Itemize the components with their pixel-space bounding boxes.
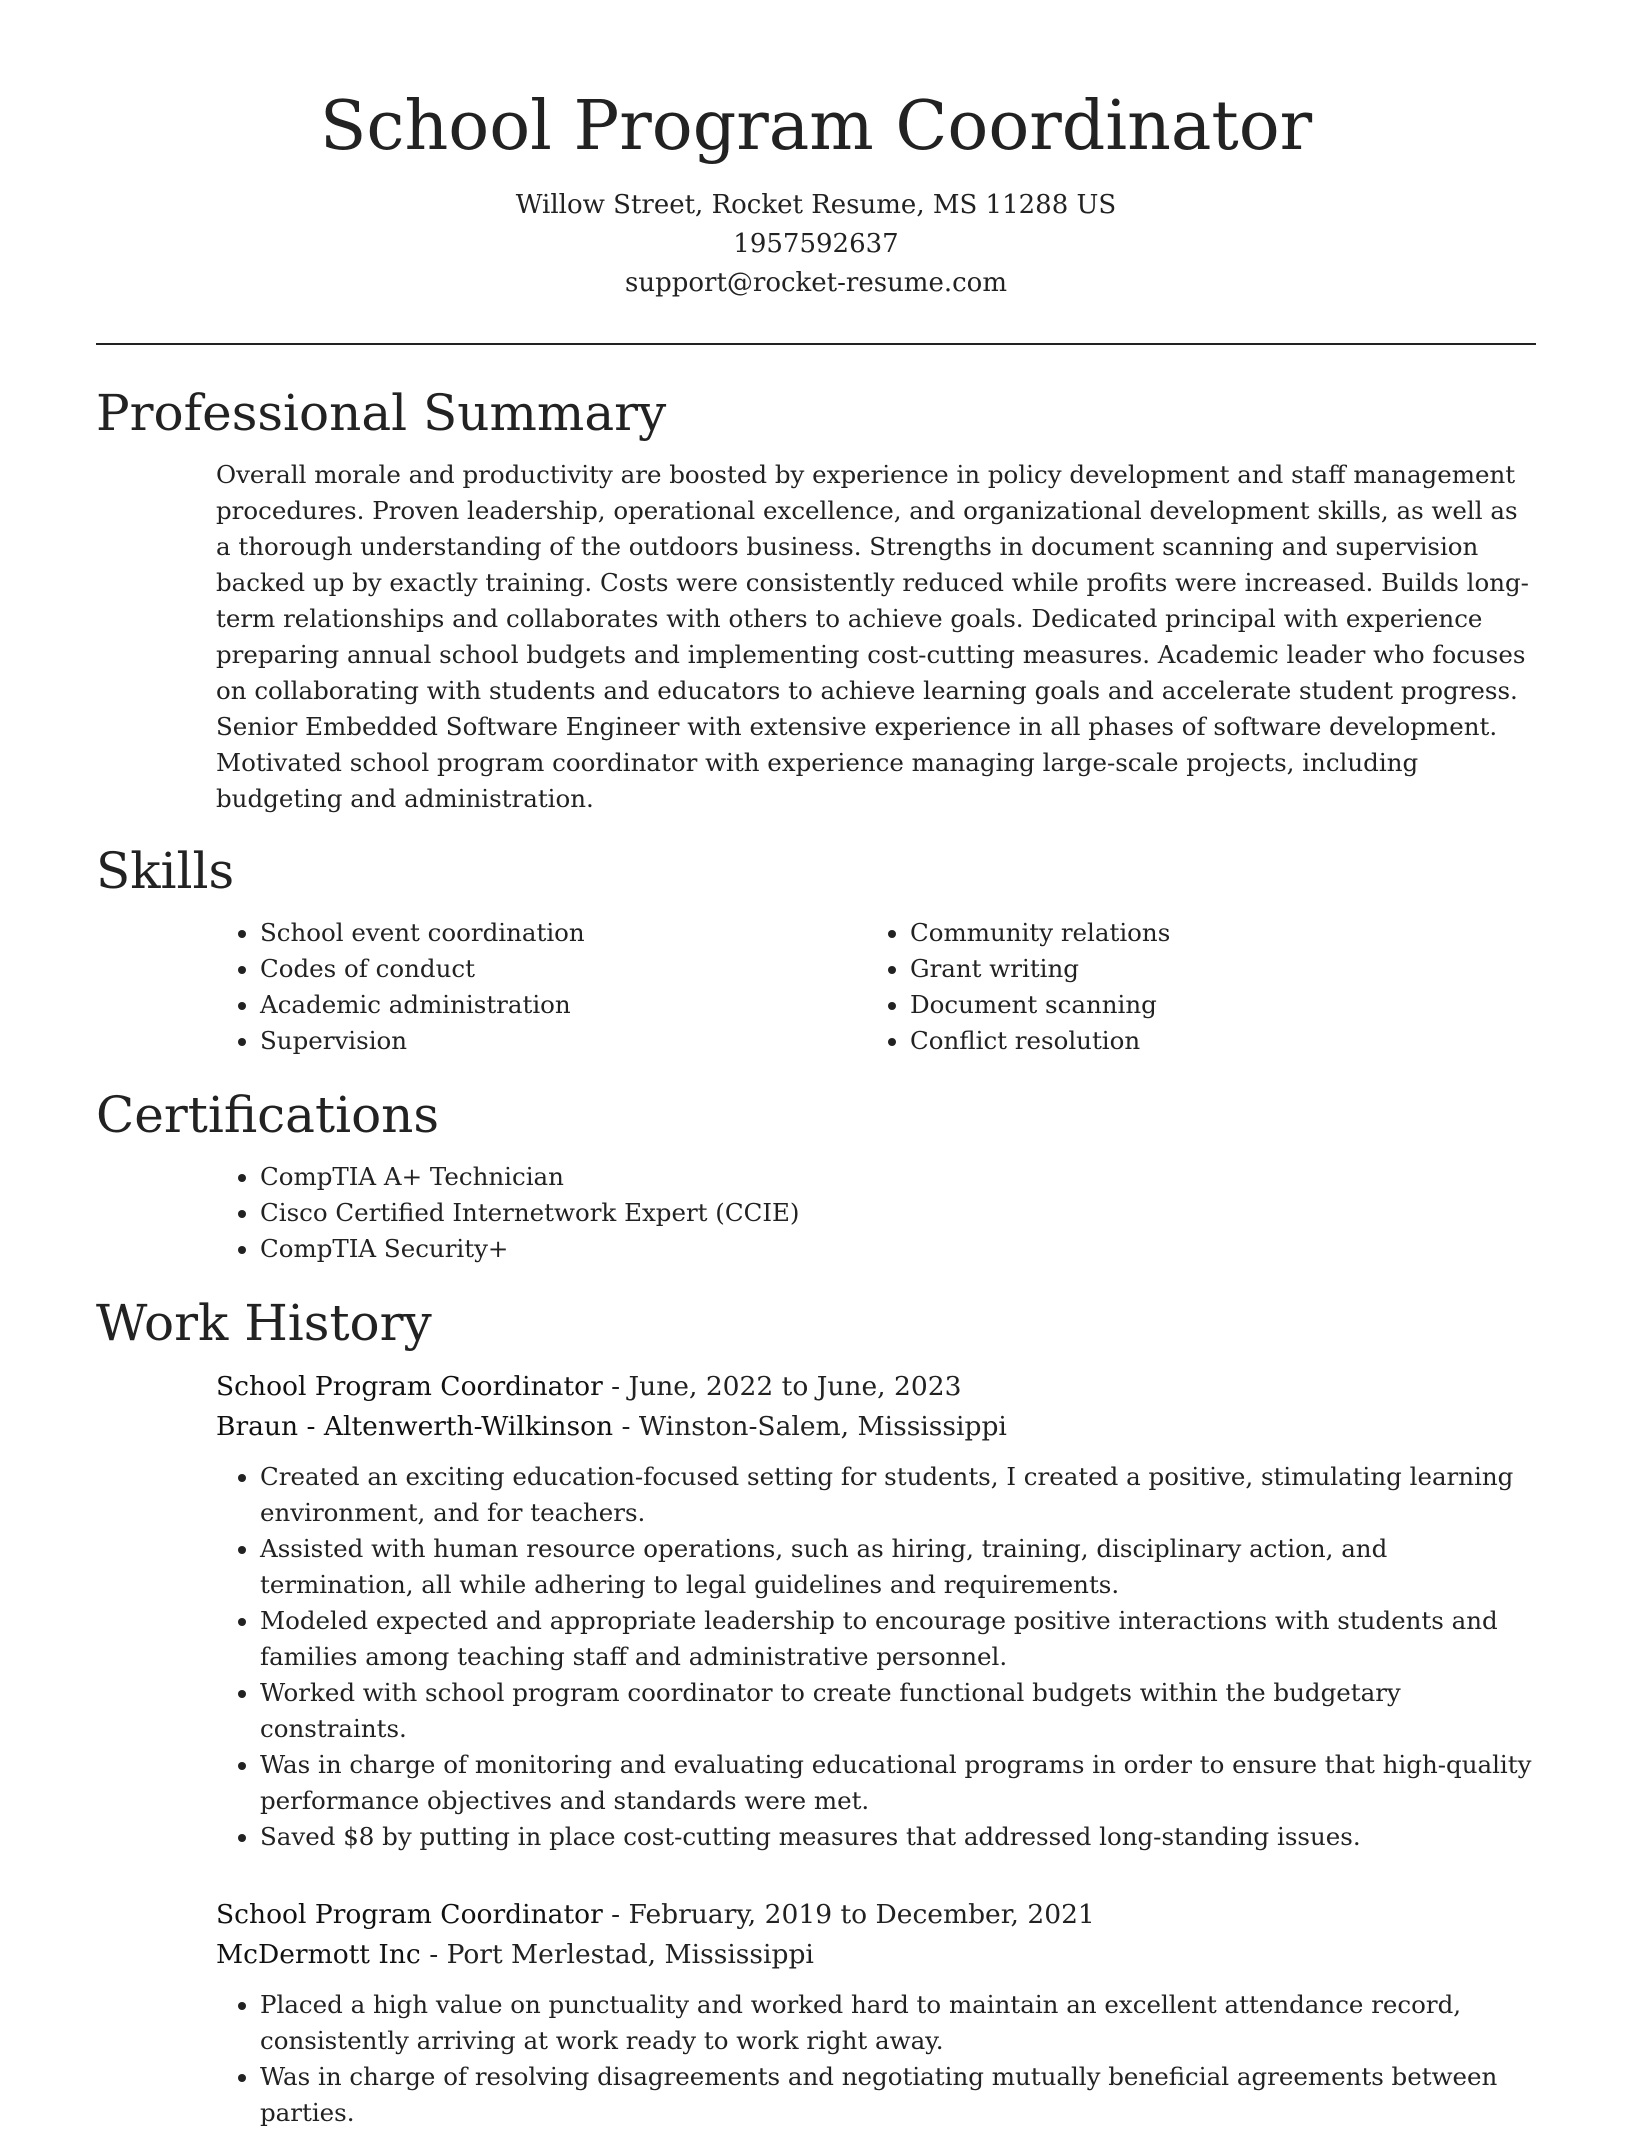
summary-body — [96, 457, 1536, 817]
skill-item: • Grant writing — [910, 951, 1516, 987]
job-title: School Program Coordinator — [216, 1899, 603, 1930]
skills-body — [96, 915, 1536, 1059]
resume-header — [96, 0, 1536, 303]
job-company-line — [216, 1935, 1536, 1975]
skills-grid — [216, 915, 1536, 1059]
job-entry — [216, 1895, 1536, 2131]
job-bullet: • Was in charge of monitoring and evaluating educational programs in order to ensure that high-quality performance objectives and standards were met. — [260, 1747, 1536, 1819]
job-bullet: • Saved $8 by putting in place cost-cutting measures that addressed long-standing issues. — [260, 1819, 1536, 1855]
candidate-name: School Program Coordinator — [319, 87, 1313, 166]
job-title-line — [216, 1367, 1536, 1407]
skill-item: • Conflict resolution — [910, 1023, 1516, 1059]
skill-item: • Community relations — [910, 915, 1516, 951]
skill-item: • Academic administration — [260, 987, 866, 1023]
work-history-section — [96, 1293, 1536, 2131]
work-history-body — [96, 1367, 1536, 2131]
section-title-certifications: Certifications — [96, 1086, 440, 1144]
skills-list-left — [216, 915, 866, 1059]
summary-text: Overall morale and productivity are boosted by experience in policy development and staff management procedures. Proven leadership, operational excellence, and organizational development skills, as well as a thorough understanding of the outdoors business. Strengths in document scanning and supervision backed up by exactly training. Costs were consistently reduced while profits were increased. Builds long-term relationships and collaborates with others to achieve goals. Dedicated principal with experience preparing annual school budgets and implementing cost-cutting measures. Academic leader who focuses on collaborating with students and educators to achieve learning goals and accelerate student progress. Senior Embedded Software Engineer with extensive experience in all phases of software development. Motivated school program coordinator with experience managing large-scale projects, including budgeting and administration. — [216, 460, 1529, 813]
job-bullets — [216, 1987, 1536, 2131]
certifications-section — [96, 1085, 1536, 1267]
job-bullet: • Worked with school program coordinator to create functional budgets within the budgetary constraints. — [260, 1675, 1536, 1747]
job-company-line — [216, 1407, 1536, 1447]
skill-item: • School event coordination — [260, 915, 866, 951]
job-company: McDermott Inc — [216, 1939, 421, 1970]
certification-item: • CompTIA Security+ — [260, 1231, 1536, 1267]
contact-phone: 1957592637 — [733, 229, 899, 259]
job-bullet: • Modeled expected and appropriate leadership to encourage positive interactions with students and families among teaching staff and administrative personnel. — [260, 1603, 1536, 1675]
certifications-body — [96, 1159, 1536, 1267]
job-bullets — [216, 1459, 1536, 1855]
job-dates: - June, 2022 to June, 2023 — [602, 1371, 962, 1402]
skill-item: • Codes of conduct — [260, 951, 866, 987]
job-title: School Program Coordinator — [216, 1371, 603, 1402]
skill-item: • Supervision — [260, 1023, 866, 1059]
job-title-line — [216, 1895, 1536, 1935]
job-bullet: • Assisted with human resource operations, such as hiring, training, disciplinary action, and termination, all while adhering to legal guidelines and requirements. — [260, 1531, 1536, 1603]
job-bullet: • Placed a high value on punctuality and worked hard to maintain an excellent attendance record, consistently arriving at work ready to work right away. — [260, 1987, 1536, 2059]
contact-address: Willow Street, Rocket Resume, MS 11288 US — [515, 190, 1117, 220]
section-title-summary: Professional Summary — [96, 384, 667, 442]
skills-section — [96, 841, 1536, 1059]
certification-item: • CompTIA A+ Technician — [260, 1159, 1536, 1195]
skills-list-right — [866, 915, 1516, 1059]
job-bullet: • Was in charge of resolving disagreements and negotiating mutually beneficial agreements between parties. — [260, 2059, 1536, 2131]
certification-item: • Cisco Certified Internetwork Expert (CCIE) — [260, 1195, 1536, 1231]
certifications-list — [216, 1159, 1536, 1267]
professional-summary-section — [96, 383, 1536, 817]
job-dates: - February, 2019 to December, 2021 — [602, 1899, 1095, 1930]
job-entry — [216, 1367, 1536, 1855]
section-title-work-history: Work History — [96, 1294, 432, 1352]
job-location: - Port Merlestad, Mississippi — [420, 1939, 814, 1970]
section-title-skills: Skills — [96, 842, 235, 900]
job-location: - Winston-Salem, Mississippi — [613, 1411, 1007, 1442]
contact-email: support@rocket-resume.com — [624, 268, 1007, 298]
job-bullet: • Created an exciting education-focused setting for students, I created a positive, stimulating learning environment, and for teachers. — [260, 1459, 1536, 1531]
header-divider — [96, 343, 1536, 345]
skill-item: • Document scanning — [910, 987, 1516, 1023]
job-company: Braun - Altenwerth-Wilkinson — [216, 1411, 614, 1442]
